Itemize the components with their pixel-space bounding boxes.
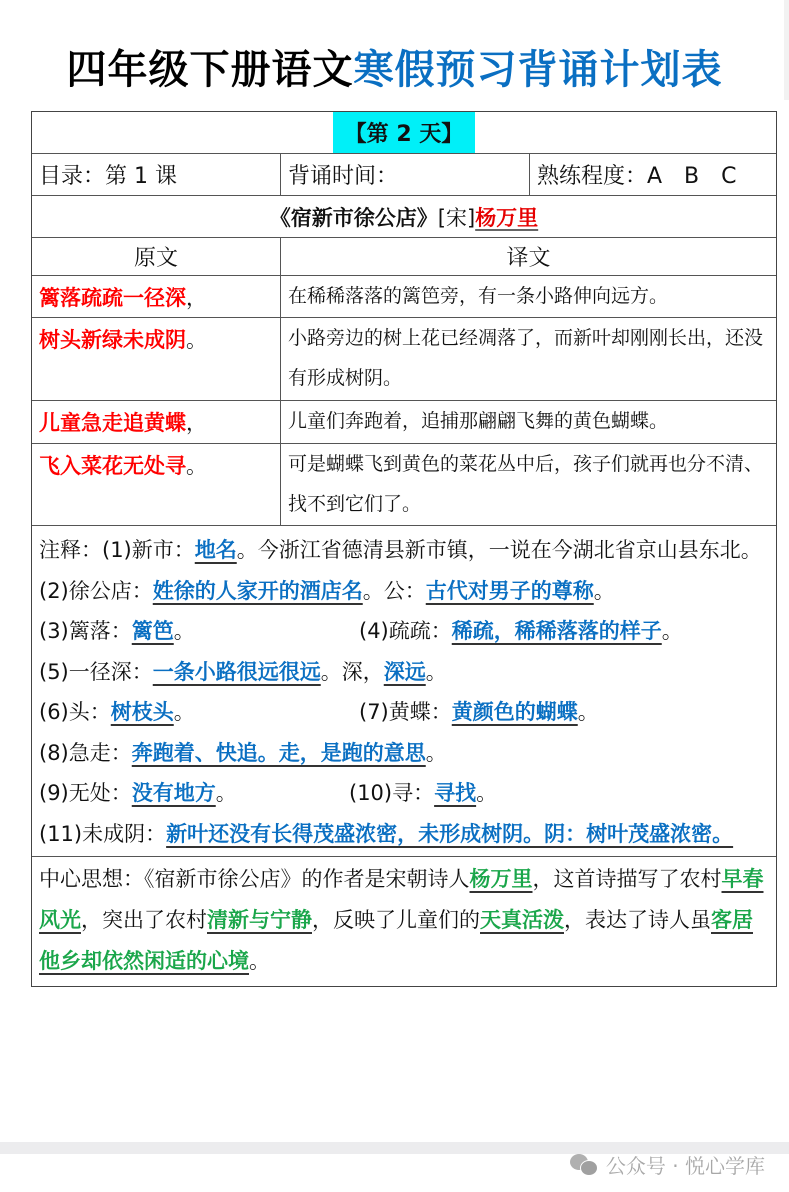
note-label: (4)疏疏： (359, 619, 452, 643)
note-text: 。 (173, 619, 195, 643)
note-key: 黄颜色的蝴蝶 (451, 700, 578, 724)
summary-key: 客居他乡却依然闲适的心境 (39, 908, 753, 973)
summary-key: 早春风光 (39, 867, 764, 932)
original-punct: ， (186, 286, 207, 310)
note-4 (359, 619, 683, 643)
original-text: 篱落疏疏一径深 (39, 286, 186, 310)
original-text: 飞入菜花无处寻 (39, 454, 186, 478)
note-10 (349, 781, 497, 805)
note-3-4 (39, 611, 769, 652)
note-label: (7)黄蝶： (359, 700, 452, 724)
poem-line-row (32, 401, 776, 444)
summary-text: 。 (249, 949, 270, 973)
note-9-10 (39, 773, 769, 814)
note-1 (39, 530, 769, 571)
summary-text: 中心思想：《宿新市徐公店》的作者是宋朝诗人 (39, 867, 470, 891)
note-key: 地名 (194, 538, 237, 562)
title-blue-part: 寒假预习背诵计划表 (353, 47, 723, 93)
note-key: 姓徐的人家开的酒店名 (152, 578, 363, 603)
summary-text: ，表达了诗人虽 (564, 908, 711, 932)
note-label: (5)一径深： (39, 659, 153, 684)
note-key: 深远 (383, 659, 426, 684)
proficiency-cell: 熟练程度：A B C (529, 154, 776, 195)
day-badge: 【第 2 天】 (333, 112, 476, 153)
watermark-text: 公众号 · 悦心学库 (605, 1154, 765, 1178)
poem-title-row (32, 196, 776, 238)
poem-author: 杨万里 (475, 205, 539, 230)
summary-key: 清新与宁静 (207, 908, 312, 932)
original-punct: ， (186, 411, 207, 435)
summary-text: ，反映了儿童们的 (312, 908, 480, 932)
original-text: 儿童急走追黄蝶 (39, 411, 186, 435)
note-label: (2)徐公店： (39, 578, 153, 603)
original-punct: 。 (186, 454, 207, 478)
header-original: 原文 (133, 246, 178, 271)
note-5 (39, 652, 769, 693)
summary-key: 杨万里 (469, 867, 533, 891)
header-translation: 译文 (280, 238, 776, 275)
original-line (32, 401, 280, 443)
note-key: 篱笆 (131, 619, 174, 643)
note-key: 一条小路很远很远 (152, 659, 321, 684)
note-text: 。 (425, 659, 447, 684)
translation-line: 在稀稀落落的篱笆旁，有一条小路伸向远方。 (280, 276, 776, 317)
note-6 (39, 692, 359, 733)
notes-section (32, 526, 776, 857)
note-text: 。 (577, 700, 599, 724)
note-9 (39, 773, 349, 814)
original-line (32, 318, 280, 400)
note-key: 寻找 (434, 781, 477, 805)
note-text: 。今浙江省德清县新市镇，一说在今湖北省京山县东北。 (236, 538, 762, 562)
note-label: 注释：(1)新市： (39, 538, 195, 562)
summary-text: ，这首诗描写了农村 (532, 867, 722, 891)
note-label: (9)无处： (39, 781, 132, 805)
original-text: 树头新绿未成阴 (39, 328, 186, 352)
note-label: (8)急走： (39, 740, 132, 765)
note-text: 。 (425, 740, 447, 765)
poem-line-row (32, 444, 776, 526)
page-title (0, 44, 789, 96)
note-text: 。 (476, 781, 498, 805)
original-punct: 。 (186, 328, 207, 352)
title-black-part: 四年级下册语文 (66, 47, 354, 93)
note-label: (11)未成阴： (39, 821, 167, 846)
column-header-row (32, 238, 776, 276)
translation-line: 可是蝴蝶飞到黄色的菜花丛中后，孩子们就再也分不清、找不到它们了。 (280, 444, 776, 525)
day-row (32, 112, 776, 154)
summary-key: 天真活泼 (480, 908, 564, 932)
note-key: 古代对男子的尊称 (425, 578, 594, 603)
note-text: 。 (173, 700, 195, 724)
recite-time-cell: 背诵时间： (280, 154, 529, 195)
translation-line: 儿童们奔跑着，追捕那翩翩飞舞的黄色蝴蝶。 (280, 401, 776, 443)
note-key: 奔跑着、快追。走，是跑的意思 (131, 740, 426, 765)
note-key: 新叶还没有长得茂盛浓密，未形成树阴。阴：树叶茂盛浓密。 (166, 821, 734, 846)
note-text: 。深， (320, 659, 384, 684)
note-label: (10)寻： (349, 781, 435, 805)
summary-text: ，突出了农村 (81, 908, 207, 932)
note-label: (3)篱落： (39, 619, 132, 643)
poem-dynasty: [宋] (437, 205, 476, 230)
wechat-icon (570, 1154, 600, 1176)
note-11 (39, 814, 769, 855)
original-line (32, 276, 280, 317)
catalog-cell: 目录：第 1 课 (39, 164, 177, 189)
info-row (32, 154, 776, 196)
note-text: 。 (593, 578, 615, 603)
note-text: 。公： (362, 578, 426, 603)
poem-line-row (32, 276, 776, 318)
note-key: 稀疏，稀稀落落的样子 (451, 619, 662, 643)
note-8 (39, 733, 769, 774)
original-line (32, 444, 280, 525)
translation-line: 小路旁边的树上花已经凋落了，而新叶却刚刚长出，还没有形成树阴。 (280, 318, 776, 400)
watermark (570, 1150, 765, 1179)
note-key: 树枝头 (110, 700, 174, 724)
note-text: 。 (661, 619, 683, 643)
note-text: 。 (215, 781, 237, 805)
note-6-7 (39, 692, 769, 733)
poem-title: 《宿新市徐公店》 (269, 205, 438, 230)
note-7 (359, 700, 599, 724)
note-2 (39, 571, 769, 612)
poem-line-row (32, 318, 776, 401)
note-label: (6)头： (39, 700, 111, 724)
note-3 (39, 611, 359, 652)
recitation-table (31, 111, 777, 987)
note-key: 没有地方 (131, 781, 216, 805)
summary-section (32, 857, 776, 986)
